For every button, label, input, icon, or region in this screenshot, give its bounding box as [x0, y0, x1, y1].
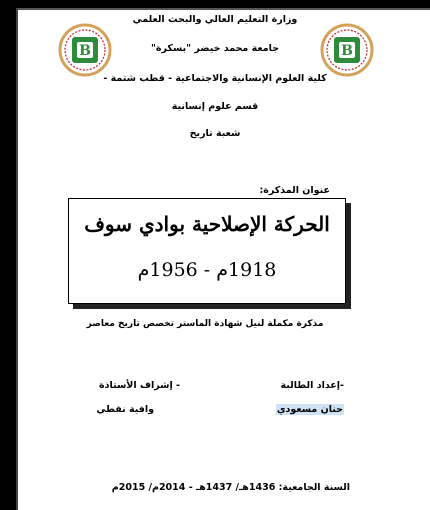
- page-edge-left: [0, 0, 16, 510]
- supervisor-name: وافية نفطي: [96, 404, 154, 415]
- department-line: قسم علوم إنسانية: [171, 101, 259, 112]
- supervisor-label: - إشراف الأستاذة: [99, 380, 180, 391]
- memo-title: الحركة الإصلاحية بوادي سوف: [84, 212, 330, 236]
- university-line: جامعة محمد خيضر "بسكرة": [150, 43, 280, 54]
- student-label: -إعداد الطالبة: [280, 380, 344, 391]
- page-edge-top: [0, 0, 430, 8]
- memo-title-box: [68, 198, 346, 304]
- memo-title-label: عنوان المذكرة:: [259, 185, 330, 196]
- degree-description: مذكرة مكملة لنيل شهادة الماستر تخصص تاريخ معاصر: [86, 319, 324, 329]
- page-edge-left-shadow: [16, 8, 18, 510]
- emblem-letter: B: [341, 43, 353, 59]
- page-edge-top-shadow: [16, 8, 430, 10]
- student-name-text: حنان مسعودي: [276, 404, 343, 415]
- faculty-line: كلية العلوم الإنسانية والاجتماعية - قطب شتمة -: [103, 73, 327, 84]
- emblem-letter: B: [79, 43, 91, 59]
- memo-dates: 1918م - 1956م: [137, 259, 277, 281]
- academic-year: السنة الجامعية: 1436هـ/ 1437هـ - 2014م/ 2015م: [111, 482, 350, 493]
- branch-line: شعبة تاريخ: [189, 128, 241, 139]
- student-name: [262, 404, 344, 416]
- ministry-line: وزارة التعليم العالي والبحث العلمي: [132, 14, 298, 25]
